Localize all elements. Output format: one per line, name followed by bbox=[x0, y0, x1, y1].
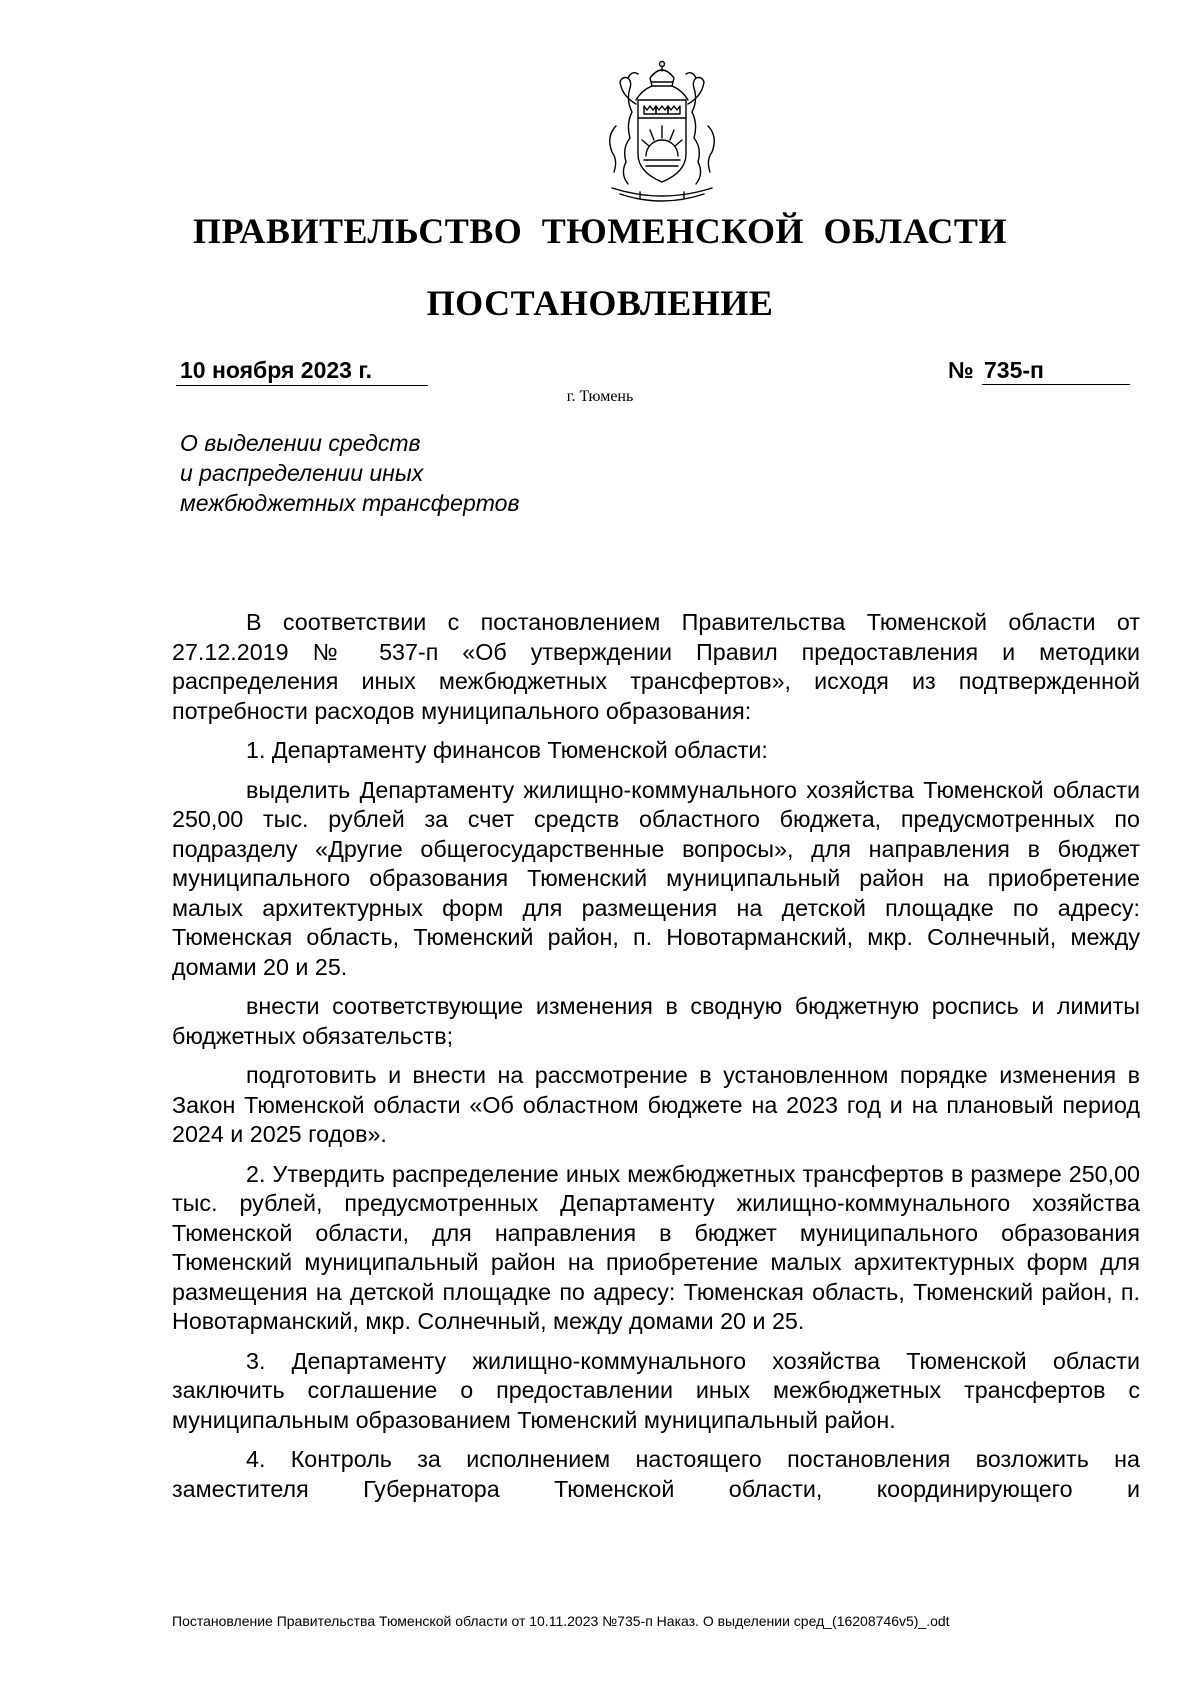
body-paragraph-item-1-allocate: выделить Департаменту жилищно-коммунального хозяйства Тюменской области 250,00 тыс. рублей за счет средств областного бюджета, предусмотренных по подразделу «Другие общегосударственные вопросы», для направления в бюджет муниципального образования Тюменский муниципальный район на приобретение малых архитектурных форм для размещения на детской площадке по адресу: Тюменская область, Тюменский район, п. Новотарманский, мкр. Солнечный, между домами 20 и 25. bbox=[172, 776, 1140, 980]
body-paragraph-item-1-amend-budget: внести соответствующие изменения в сводную бюджетную роспись и лимиты бюджетных обязательств; bbox=[172, 993, 1140, 1049]
body-paragraph-preamble: В соответствии с постановлением Правительства Тюменской области от 27.12.2019 № 537-п «Об утверждении Правил предоставления и методики распределения иных межбюджетных трансфертов», исходя из подтвержденной потребности расходов муниципального образования: bbox=[172, 609, 1140, 724]
document-number-block bbox=[948, 356, 1132, 386]
coat-of-arms-icon bbox=[592, 56, 732, 206]
footer-filename: Постановление Правительства Тюменской области от 10.11.2023 №735-п Наказ. О выделении сред_(16208746v5)_.odt bbox=[172, 1613, 950, 1629]
body-paragraph-item-3: 3. Департаменту жилищно-коммунального хозяйства Тюменской области заключить соглашение о предоставлении иных межбюджетных трансфертов с муниципальным образованием Тюменский муниципальный район. bbox=[172, 1347, 1140, 1433]
document-city: г. Тюмень bbox=[566, 388, 634, 405]
document-body bbox=[172, 608, 1140, 1514]
document-date: 10 ноября 2023 г. bbox=[176, 356, 428, 386]
subject-line-2: и распределении иных bbox=[180, 460, 424, 486]
number-sign: № bbox=[948, 357, 974, 383]
subject-line-1: О выделении средств bbox=[180, 430, 421, 456]
document-number: 735-п bbox=[982, 356, 1130, 385]
document-subject bbox=[180, 428, 660, 518]
body-paragraph-item-1: 1. Департаменту финансов Тюменской области: bbox=[246, 737, 768, 763]
government-title: ПРАВИТЕЛЬСТВО ТЮМЕНСКОЙ ОБЛАСТИ bbox=[193, 211, 1007, 251]
body-paragraph-item-4: 4. Контроль за исполнением настоящего постановления возложить на заместителя Губернатора Тюменской области, координирующего и bbox=[172, 1446, 1140, 1502]
document-type-title: ПОСТАНОВЛЕНИЕ bbox=[426, 283, 774, 323]
subject-line-3: межбюджетных трансфертов bbox=[180, 490, 520, 516]
body-paragraph-item-1-prepare-law: подготовить и внести на рассмотрение в установленном порядке изменения в Закон Тюменской области «Об областном бюджете на 2023 год и на плановый период 2024 и 2025 годов». bbox=[172, 1062, 1140, 1147]
body-paragraph-item-2: 2. Утвердить распределение иных межбюджетных трансфертов в размере 250,00 тыс. рублей, предусмотренных Департаменту жилищно-коммунального хозяйства Тюменской области, для направления в бюджет муниципального образования Тюменский муниципальный район на приобретение малых архитектурных форм для размещения на детской площадке по адресу: Тюменская область, Тюменский район, п. Новотарманский, мкр. Солнечный, между домами 20 и 25. bbox=[172, 1160, 1140, 1334]
